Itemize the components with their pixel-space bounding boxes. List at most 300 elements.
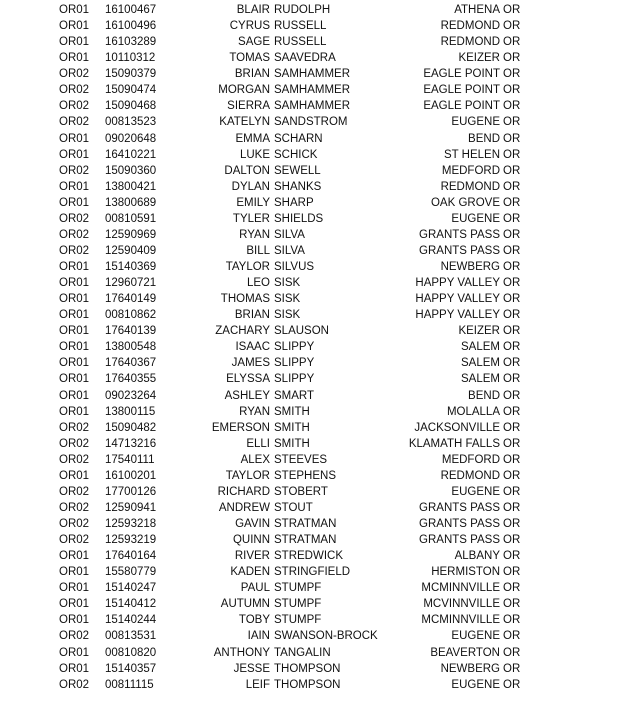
- member-id: 00813523: [105, 116, 157, 129]
- region-code: OR01: [59, 357, 90, 370]
- state: OR: [503, 341, 521, 354]
- last-name: SEWELL: [274, 164, 321, 177]
- table-row: [0, 436, 640, 452]
- first-name: EMERSON: [211, 421, 270, 434]
- first-name: TOMAS: [229, 52, 270, 65]
- state: OR: [503, 550, 521, 563]
- state: OR: [503, 582, 521, 595]
- state: OR: [503, 534, 521, 547]
- last-name: SLIPPY: [274, 357, 315, 370]
- state: OR: [503, 437, 521, 450]
- member-id: 17540111: [105, 453, 155, 466]
- table-row: [0, 259, 640, 275]
- member-id: 13800115: [105, 405, 156, 418]
- first-name: SAGE: [238, 36, 270, 49]
- region-code: OR02: [59, 84, 90, 97]
- table-row: [0, 516, 640, 532]
- region-code: OR02: [59, 437, 90, 450]
- first-name: BILL: [246, 244, 270, 257]
- state: OR: [503, 453, 521, 466]
- first-name: QUINN: [232, 534, 270, 547]
- table-row: [0, 50, 640, 66]
- region-code: OR02: [59, 244, 90, 257]
- first-name: TAYLOR: [225, 261, 270, 273]
- first-name: AUTUMN: [220, 598, 270, 611]
- table-row: [0, 179, 640, 195]
- state: OR: [503, 164, 521, 177]
- member-id: 15090360: [105, 164, 157, 177]
- city: SALEM: [461, 373, 500, 386]
- region-code: OR01: [59, 261, 90, 273]
- member-id: 15140357: [105, 662, 157, 675]
- city: REDMOND: [440, 20, 500, 33]
- city: EUGENE: [451, 630, 500, 643]
- state: OR: [503, 68, 521, 81]
- first-name: ELLI: [246, 437, 270, 450]
- last-name: STOBERT: [274, 485, 328, 498]
- member-id: 15090474: [105, 84, 157, 97]
- region-code: OR01: [59, 277, 90, 290]
- city: MCMINNVILLE: [421, 582, 500, 595]
- region-code: OR02: [59, 116, 90, 129]
- member-id: 00810862: [105, 309, 157, 322]
- table-row: [0, 323, 640, 339]
- region-code: OR01: [59, 36, 90, 49]
- state: OR: [503, 4, 521, 16]
- last-name: SMART: [274, 389, 315, 402]
- city: JACKSONVILLE: [414, 421, 500, 434]
- table-row: [0, 211, 640, 227]
- first-name: RYAN: [239, 228, 270, 241]
- region-code: OR01: [59, 148, 90, 161]
- member-id: 10110312: [105, 52, 156, 65]
- state: OR: [503, 566, 521, 579]
- state: OR: [503, 293, 521, 306]
- last-name: SISK: [274, 293, 301, 306]
- table-row: [0, 291, 640, 307]
- last-name: SHIELDS: [274, 212, 324, 225]
- city: GRANTS PASS: [419, 501, 500, 514]
- region-code: OR01: [59, 52, 90, 65]
- region-code: OR02: [59, 212, 90, 225]
- first-name: EMMA: [235, 132, 270, 145]
- member-id: 12590969: [105, 228, 157, 241]
- state: OR: [503, 116, 521, 129]
- first-name: EMILY: [236, 196, 270, 209]
- city: SALEM: [461, 357, 500, 370]
- table-row: [0, 195, 640, 211]
- first-name: THOMAS: [220, 293, 270, 306]
- member-id: 16100201: [105, 469, 157, 482]
- last-name: SAMHAMMER: [274, 100, 351, 113]
- table-row: [0, 82, 640, 98]
- first-name: ISAAC: [235, 341, 270, 354]
- region-code: OR01: [59, 325, 90, 338]
- member-id: 15140247: [105, 582, 157, 595]
- city: MCVINNVILLE: [423, 598, 500, 611]
- member-id: 15090482: [105, 421, 157, 434]
- region-code: OR02: [59, 228, 90, 241]
- city: EUGENE: [451, 116, 500, 129]
- city: NEWBERG: [440, 662, 500, 675]
- region-code: OR02: [59, 501, 90, 514]
- state: OR: [503, 485, 521, 498]
- member-id: 15140369: [105, 261, 157, 273]
- member-id: 12590409: [105, 244, 157, 257]
- first-name: JESSE: [233, 662, 270, 675]
- table-row: [0, 532, 640, 548]
- last-name: STRINGFIELD: [274, 566, 351, 579]
- region-code: OR01: [59, 341, 90, 354]
- city: KEIZER: [458, 52, 500, 65]
- region-code: OR02: [59, 453, 90, 466]
- table-row: [0, 468, 640, 484]
- city: HAPPY VALLEY: [415, 277, 500, 290]
- region-code: OR01: [59, 566, 90, 579]
- state: OR: [503, 228, 521, 241]
- table-row: [0, 420, 640, 436]
- last-name: RUSSELL: [274, 20, 327, 33]
- first-name: JAMES: [231, 357, 270, 370]
- region-code: OR01: [59, 405, 90, 418]
- first-name: KATELYN: [219, 116, 270, 129]
- table-row: [0, 18, 640, 34]
- member-id: 12593219: [105, 534, 157, 547]
- region-code: OR01: [59, 614, 90, 627]
- region-code: OR02: [59, 100, 90, 113]
- first-name: MORGAN: [218, 84, 270, 97]
- table-row: [0, 564, 640, 580]
- member-id: 09023264: [105, 389, 157, 402]
- city: EAGLE POINT: [423, 100, 500, 113]
- city: EAGLE POINT: [423, 84, 500, 97]
- table-row: [0, 371, 640, 387]
- region-code: OR01: [59, 180, 90, 193]
- first-name: LUKE: [239, 148, 270, 161]
- first-name: GAVIN: [235, 518, 270, 530]
- region-code: OR01: [59, 20, 90, 33]
- table-row: [0, 163, 640, 179]
- first-name: LEO: [246, 277, 270, 290]
- last-name: TANGALIN: [274, 646, 331, 659]
- region-code: OR01: [59, 196, 90, 209]
- last-name: STEEVES: [274, 453, 328, 466]
- state: OR: [503, 389, 521, 402]
- city: MOLALLA: [446, 405, 500, 418]
- last-name: STEPHENS: [274, 469, 336, 482]
- first-name: TYLER: [232, 212, 270, 225]
- last-name: STREDWICK: [274, 550, 343, 563]
- region-code: OR01: [59, 646, 90, 659]
- region-code: OR02: [59, 630, 90, 643]
- member-id: 16100467: [105, 4, 157, 16]
- member-id: 15580779: [105, 566, 157, 579]
- city: HAPPY VALLEY: [415, 293, 500, 306]
- member-id: 17640367: [105, 357, 157, 370]
- region-code: OR01: [59, 582, 90, 595]
- city: KLAMATH FALLS: [408, 437, 500, 450]
- member-id: 17640149: [105, 293, 157, 306]
- first-name: RIVER: [234, 550, 270, 563]
- member-id: 14713216: [105, 437, 157, 450]
- member-id: 12590941: [105, 501, 157, 514]
- state: OR: [503, 244, 521, 257]
- last-name: SAMHAMMER: [274, 68, 351, 81]
- table-row: [0, 98, 640, 114]
- member-id: 15090379: [105, 68, 157, 81]
- state: OR: [503, 405, 521, 418]
- table-row: [0, 677, 640, 693]
- last-name: SMITH: [274, 437, 310, 450]
- region-code: OR01: [59, 309, 90, 322]
- member-id: 17640139: [105, 325, 157, 338]
- member-id: 17640164: [105, 550, 157, 563]
- first-name: ALEX: [240, 453, 270, 466]
- first-name: RICHARD: [217, 485, 270, 498]
- city: KEIZER: [458, 325, 500, 338]
- city: REDMOND: [440, 469, 500, 482]
- first-name: ELYSSA: [226, 373, 270, 386]
- last-name: SAAVEDRA: [274, 52, 336, 65]
- state: OR: [503, 180, 521, 193]
- table-row: [0, 580, 640, 596]
- table-row: [0, 2, 640, 18]
- region-code: OR02: [59, 485, 90, 498]
- table-row: [0, 66, 640, 82]
- first-name: PAUL: [240, 582, 270, 595]
- city: EUGENE: [451, 485, 500, 498]
- table-row: [0, 275, 640, 291]
- region-code: OR01: [59, 389, 90, 402]
- last-name: SCHICK: [274, 148, 318, 161]
- last-name: STRATMAN: [274, 534, 337, 547]
- first-name: KADEN: [230, 566, 270, 579]
- state: OR: [503, 132, 521, 145]
- table-row: [0, 404, 640, 420]
- last-name: STUMPF: [274, 614, 322, 627]
- table-row: [0, 307, 640, 323]
- state: OR: [503, 277, 521, 290]
- city: BEAVERTON: [430, 646, 500, 659]
- first-name: ZACHARY: [215, 325, 270, 338]
- last-name: SHARP: [274, 196, 314, 209]
- member-id: 12960721: [105, 277, 157, 290]
- state: OR: [503, 518, 521, 530]
- table-row: [0, 612, 640, 628]
- member-id: 13800548: [105, 341, 157, 354]
- state: OR: [503, 469, 521, 482]
- first-name: ANDREW: [218, 501, 270, 514]
- table-row: [0, 339, 640, 355]
- state: OR: [503, 421, 521, 434]
- first-name: SIERRA: [227, 100, 270, 113]
- state: OR: [503, 20, 521, 33]
- member-id: 16103289: [105, 36, 157, 49]
- region-code: OR02: [59, 421, 90, 434]
- last-name: SHANKS: [274, 180, 322, 193]
- member-id: 00810820: [105, 646, 157, 659]
- table-row: [0, 131, 640, 147]
- region-code: OR01: [59, 373, 90, 386]
- state: OR: [503, 52, 521, 65]
- city: ALBANY: [454, 550, 500, 563]
- first-name: BRIAN: [234, 68, 270, 81]
- last-name: SILVUS: [274, 261, 315, 273]
- city: GRANTS PASS: [419, 518, 500, 530]
- state: OR: [503, 325, 521, 338]
- table-row: [0, 484, 640, 500]
- city: ST HELEN: [443, 148, 500, 161]
- state: OR: [503, 196, 521, 209]
- region-code: OR02: [59, 164, 90, 177]
- first-name: BRIAN: [234, 309, 270, 322]
- region-code: OR01: [59, 4, 90, 16]
- member-id: 17640355: [105, 373, 157, 386]
- last-name: SANDSTROM: [274, 116, 348, 129]
- city: EUGENE: [451, 212, 500, 225]
- city: REDMOND: [440, 180, 500, 193]
- city: HAPPY VALLEY: [415, 309, 500, 322]
- first-name: ANTHONY: [213, 646, 270, 659]
- first-name: CYRUS: [229, 20, 270, 33]
- city: GRANTS PASS: [419, 228, 500, 241]
- city: BEND: [468, 132, 500, 145]
- member-id: 00811115: [105, 678, 154, 691]
- table-row: [0, 34, 640, 50]
- state: OR: [503, 100, 521, 113]
- state: OR: [503, 662, 521, 675]
- state: OR: [503, 501, 521, 514]
- city: BEND: [468, 389, 500, 402]
- city: MEDFORD: [441, 164, 500, 177]
- table-row: [0, 452, 640, 468]
- region-code: OR01: [59, 598, 90, 611]
- table-row: [0, 500, 640, 516]
- region-code: OR01: [59, 293, 90, 306]
- region-code: OR01: [59, 469, 90, 482]
- region-code: OR01: [59, 662, 90, 675]
- last-name: STUMPF: [274, 582, 322, 595]
- member-id: 15140244: [105, 614, 157, 627]
- first-name: TOBY: [238, 614, 270, 627]
- last-name: THOMPSON: [274, 662, 341, 675]
- first-name: TAYLOR: [225, 469, 270, 482]
- last-name: THOMPSON: [274, 678, 341, 691]
- region-code: OR02: [59, 68, 90, 81]
- first-name: IAIN: [247, 630, 270, 643]
- member-id: 13800689: [105, 196, 157, 209]
- first-name: ASHLEY: [224, 389, 270, 402]
- city: OAK GROVE: [430, 196, 500, 209]
- last-name: SISK: [274, 277, 301, 290]
- last-name: SLIPPY: [274, 373, 315, 386]
- table-row: [0, 243, 640, 259]
- member-id: 00810591: [105, 212, 157, 225]
- member-id: 00813531: [105, 630, 157, 643]
- last-name: STUMPF: [274, 598, 322, 611]
- last-name: SISK: [274, 309, 301, 322]
- city: GRANTS PASS: [419, 244, 500, 257]
- last-name: RUSSELL: [274, 36, 327, 49]
- member-id: 15140412: [105, 598, 157, 611]
- last-name: SILVA: [274, 244, 305, 257]
- table-row: [0, 147, 640, 163]
- first-name: BLAIR: [236, 4, 270, 16]
- region-code: OR02: [59, 678, 90, 691]
- state: OR: [503, 357, 521, 370]
- state: OR: [503, 212, 521, 225]
- table-row: [0, 227, 640, 243]
- region-code: OR02: [59, 534, 90, 547]
- state: OR: [503, 373, 521, 386]
- member-id: 12593218: [105, 518, 157, 530]
- state: OR: [503, 646, 521, 659]
- city: NEWBERG: [440, 261, 500, 273]
- city: EUGENE: [451, 678, 500, 691]
- city: SALEM: [461, 341, 500, 354]
- region-code: OR02: [59, 518, 90, 530]
- last-name: SMITH: [274, 421, 310, 434]
- member-id: 17700126: [105, 485, 157, 498]
- member-id: 13800421: [105, 180, 157, 193]
- region-code: OR01: [59, 132, 90, 145]
- state: OR: [503, 598, 521, 611]
- city: EAGLE POINT: [423, 68, 500, 81]
- table-row: [0, 114, 640, 130]
- member-id: 09020648: [105, 132, 157, 145]
- last-name: RUDOLPH: [274, 4, 331, 16]
- last-name: SLIPPY: [274, 341, 315, 354]
- state: OR: [503, 148, 521, 161]
- state: OR: [503, 309, 521, 322]
- last-name: SMITH: [274, 405, 310, 418]
- last-name: STOUT: [274, 501, 313, 514]
- last-name: SLAUSON: [274, 325, 329, 338]
- city: HERMISTON: [431, 566, 500, 579]
- first-name: LEIF: [245, 678, 270, 691]
- city: MEDFORD: [441, 453, 500, 466]
- city: MCMINNVILLE: [421, 614, 500, 627]
- last-name: SCHARN: [274, 132, 323, 145]
- last-name: STRATMAN: [274, 518, 337, 530]
- state: OR: [503, 614, 521, 627]
- state: OR: [503, 84, 521, 97]
- member-id: 15090468: [105, 100, 157, 113]
- table-row: [0, 645, 640, 661]
- table-row: [0, 596, 640, 612]
- last-name: SWANSON-BROCK: [274, 630, 378, 643]
- city: ATHENA: [454, 4, 500, 16]
- last-name: SILVA: [274, 228, 305, 241]
- region-code: OR01: [59, 550, 90, 563]
- table-row: [0, 661, 640, 677]
- table-row: [0, 355, 640, 371]
- state: OR: [503, 630, 521, 643]
- first-name: DALTON: [224, 164, 270, 177]
- city: GRANTS PASS: [419, 534, 500, 547]
- first-name: DYLAN: [231, 180, 270, 193]
- table-row: [0, 628, 640, 644]
- member-id: 16100496: [105, 20, 157, 33]
- state: OR: [503, 36, 521, 49]
- first-name: RYAN: [239, 405, 270, 418]
- state: OR: [503, 261, 521, 273]
- last-name: SAMHAMMER: [274, 84, 351, 97]
- city: REDMOND: [440, 36, 500, 49]
- table-row: [0, 548, 640, 564]
- state: OR: [503, 678, 521, 691]
- table-row: [0, 388, 640, 404]
